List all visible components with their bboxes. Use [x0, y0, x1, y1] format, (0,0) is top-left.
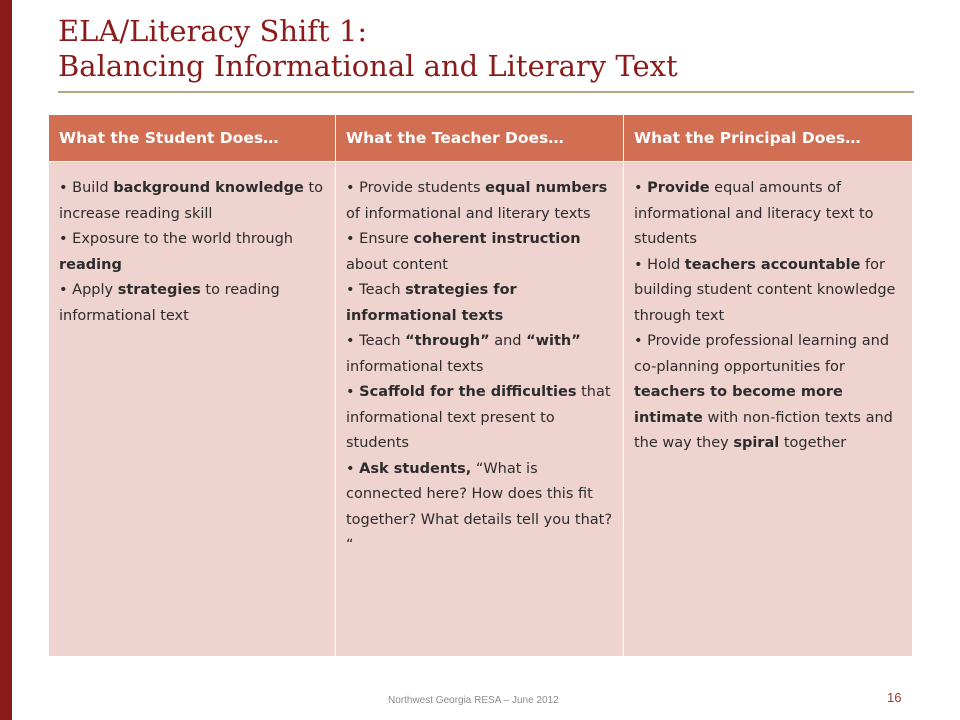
bullet-emphasis: Ask students,	[359, 460, 472, 477]
roles-table	[48, 114, 913, 657]
bullet-emphasis: strategies	[117, 282, 201, 298]
bullet-text: Teach	[359, 333, 406, 349]
teacher-bullet-2	[346, 227, 613, 278]
bullet-emphasis: Provide	[647, 180, 710, 196]
principal-column-header: What the Principal Does…	[624, 115, 913, 162]
student-column-header: What the Student Does…	[49, 115, 336, 162]
page-number: 16	[887, 690, 902, 705]
teacher-cell	[336, 162, 624, 657]
footer-text: Northwest Georgia RESA – June 2012	[388, 695, 559, 706]
bullet-text: Provide students	[359, 180, 486, 196]
header-row	[49, 115, 913, 162]
bullet-text: Provide professional learning and co-planning opportunities for	[634, 333, 890, 375]
teacher-column-header: What the Teacher Does…	[336, 115, 624, 162]
principal-bullet-1	[634, 176, 902, 253]
bullet-text: about content	[346, 256, 448, 273]
bullet-emphasis: equal numbers	[485, 180, 608, 196]
bullet-text: Hold	[647, 256, 685, 273]
bullet-text: together	[779, 435, 847, 451]
bullet-text: Ensure	[359, 231, 414, 247]
teacher-bullet-list	[346, 176, 613, 559]
teacher-bullet-4	[346, 329, 613, 380]
bullet-text: to reading informational text	[59, 282, 280, 324]
student-bullet-2	[59, 227, 325, 278]
content-row	[49, 162, 913, 657]
bullet-text: “What is connected here? How does this fit together? What details tell you that? “	[346, 460, 613, 553]
bullet-text: Build	[72, 180, 114, 196]
student-bullet-3	[59, 278, 325, 329]
bullet-emphasis: strategies for informational texts	[346, 282, 517, 324]
student-cell	[49, 162, 336, 657]
bullet-text: with non-fiction texts and the way they	[634, 409, 893, 451]
teacher-bullet-5	[346, 380, 613, 457]
bullet-emphasis: teachers to become more intimate	[634, 384, 843, 426]
bullet-text: and	[489, 333, 527, 349]
title-divider	[58, 91, 914, 93]
left-accent-bar	[0, 0, 12, 720]
bullet-text: Teach	[359, 282, 406, 298]
bullet-text: Exposure to the world through	[72, 231, 293, 247]
bullet-text: that informational text present to students	[346, 384, 611, 451]
bullet-text: equal amounts of informational and literacy text to students	[634, 180, 874, 247]
title-line-1: ELA/Literacy Shift 1:	[58, 14, 368, 48]
bullet-emphasis: Scaffold for the difficulties	[359, 384, 577, 400]
student-bullet-list	[59, 176, 325, 329]
principal-bullet-2	[634, 253, 902, 330]
bullet-emphasis: “through”	[405, 333, 490, 349]
principal-bullet-list	[634, 176, 902, 457]
bullet-text: for building student content knowledge through text	[634, 256, 896, 324]
teacher-bullet-6	[346, 457, 613, 559]
student-bullet-1	[59, 176, 325, 227]
bullet-emphasis: “with”	[526, 333, 581, 349]
bullet-emphasis: coherent instruction	[413, 231, 581, 247]
slide-title	[58, 14, 918, 84]
bullet-text: Apply	[72, 282, 118, 298]
bullet-text: informational texts	[346, 358, 484, 375]
bullet-text: to increase reading skill	[59, 180, 324, 222]
title-line-2: Balancing Informational and Literary Text	[58, 49, 678, 83]
bullet-emphasis: reading	[59, 256, 122, 273]
bullet-emphasis: spiral	[733, 435, 780, 451]
teacher-bullet-3	[346, 278, 613, 329]
bullet-emphasis: background knowledge	[113, 180, 304, 196]
principal-cell	[624, 162, 913, 657]
teacher-bullet-1	[346, 176, 613, 227]
principal-bullet-3	[634, 329, 902, 457]
bullet-text: of informational and literary texts	[346, 205, 591, 222]
bullet-emphasis: teachers accountable	[684, 256, 861, 273]
